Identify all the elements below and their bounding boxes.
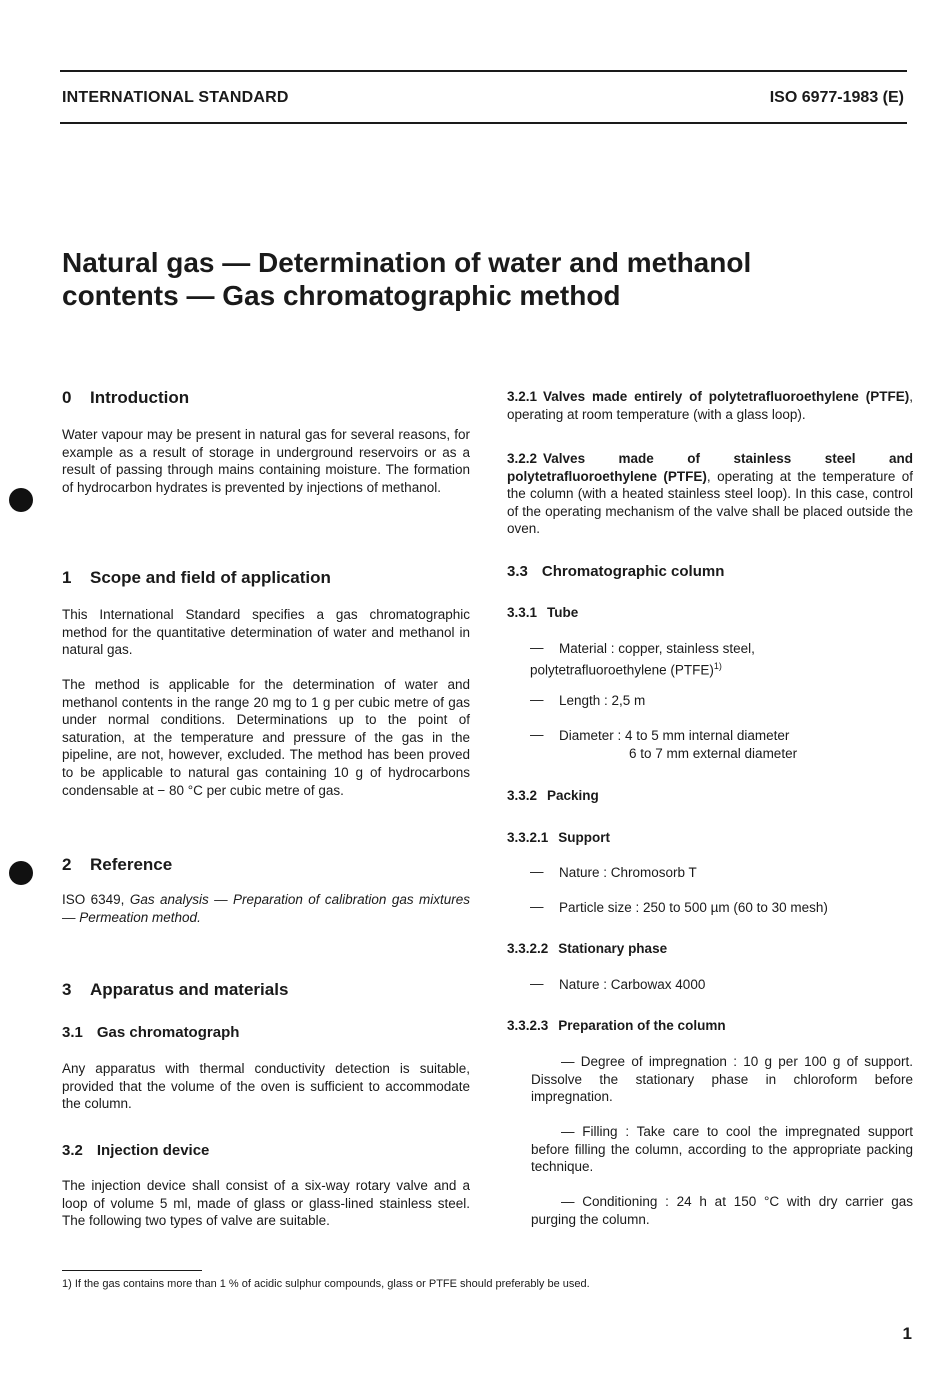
footnote: 1) If the gas contains more than 1 % of acidic sulphur compounds, glass or PTFE should preferably be used. [62,1278,590,1290]
section-3-2-2-paragraph: 3.2.2 Valves made of stainless steel and polytetrafluoroethylene (PTFE), operating at the temperature of the column (with a heated stainless steel loop). In this case, control of the operating mechanism of the valve shall be placed outside the oven. [507,451,913,537]
tube-diameter-line-2: 6 to 7 mm external diameter [629,745,798,761]
page-number: 1 [902,1324,912,1343]
reference-text: ISO 6349, Gas analysis — Preparation of calibration gas mixtures — Permeation method. [62,892,470,925]
section-2-heading: 2 Reference [62,855,173,874]
header-top-rule [60,70,907,72]
section-3-3-2-2-heading: 3.3.2.2 Stationary phase [507,941,668,956]
section-3-2-1-paragraph: 3.2.1 Valves made entirely of polytetrafluoroethylene (PTFE), operating at room temperature (with a glass loop). [507,389,913,422]
section-3-3-2-3-heading: 3.3.2.3 Preparation of the column [507,1018,726,1033]
list-dash: — [530,640,544,655]
tube-material-item [507,640,913,679]
conditioning-paragraph: — Conditioning : 24 h at 150 °C with dry carrier gas purging the column. [531,1194,913,1227]
document-title [62,246,892,312]
section-1-heading: 1 Scope and field of application [62,568,331,587]
list-dash: — [530,864,544,879]
gas-chromatograph-text: Any apparatus with thermal conductivity detection is suitable, provided that the volume of the oven is sufficient to accommodate the column. [62,1061,470,1112]
section-3-2-heading: 3.2 Injection device [62,1142,210,1159]
impregnation-paragraph: — Degree of impregnation : 10 g per 100 g of support. Dissolve the stationary phase in chloroform before impregnation. [531,1054,913,1105]
support-particle-size-text: Particle size : 250 to 500 µm (60 to 30 mesh) [559,900,828,915]
header-bottom-rule [60,122,907,124]
list-dash: — [561,1194,575,1209]
section-3-1-heading: 3.1 Gas chromatograph [62,1024,240,1041]
scope-paragraph-2: The method is applicable for the determination of water and methanol contents in the range 20 mg to 1 g per cubic metre of gas under normal conditions. Determinations up to the point of saturation, at the temperature and pressure of the gas in the pipeline, are not, however, excluded. The method has been proved to be applicable to natural gas containing 10 g of hydrocarbons condensable at − 80 °C per cubic metre of gas. [62,677,470,798]
header-document-number: ISO 6977-1983 (E) [769,89,904,106]
section-3-3-2-heading: 3.3.2 Packing [507,788,599,803]
title-line-2: contents — Gas chromatographic method [62,280,621,311]
introduction-text: Water vapour may be present in natural gas for several reasons, for example as a result of storage in underground reservoirs or as a result of passing through mains containing moisture. The formation of hydrocarbon hydrates is prevented by injections of methanol. [62,427,470,495]
footnote-rule [62,1270,202,1271]
list-dash: — [530,976,544,991]
stationary-phase-nature-text: Nature : Carbowax 4000 [559,977,706,992]
list-dash: — [530,727,544,742]
filling-paragraph: — Filling : Take care to cool the impregnated support before filling the column, according to the appropriate packing technique. [531,1124,913,1175]
tube-diameter-line-1: Diameter : 4 to 5 mm internal diameter [559,728,790,743]
section-0-heading: 0 Introduction [62,388,190,407]
list-dash: — [530,899,544,914]
header-standard-label: INTERNATIONAL STANDARD [62,89,289,106]
list-dash: — [561,1124,575,1139]
tube-material-line-2: polytetrafluoroethylene (PTFE)$^{1)}$ [530,660,722,678]
margin-dot-2 [9,861,33,885]
section-3-3-1-heading: 3.3.1 Tube [507,605,579,620]
support-nature-text: Nature : Chromosorb T [559,865,697,880]
injection-device-text: The injection device shall consist of a six-way rotary valve and a loop of volume 5 ml, made of glass or glass-lined stainless steel. The following two types of valve are suitable. [62,1178,470,1229]
section-3-3-2-1-heading: 3.3.2.1 Support [507,830,611,845]
tube-length-text: Length : 2,5 m [559,693,646,708]
title-line-1: Natural gas — Determination of water and methanol [62,247,752,278]
section-3-3-heading: 3.3 Chromatographic column [507,563,725,580]
tube-diameter-item [507,727,913,762]
scope-paragraph-1: This International Standard specifies a gas chromatographic method for the quantitative determination of water and methanol in natural gas. [62,607,470,658]
tube-material-line-1: Material : copper, stainless steel, [559,641,755,656]
list-dash: — [561,1054,575,1069]
list-dash: — [530,692,544,707]
section-3-heading: 3 Apparatus and materials [62,980,289,999]
margin-dot-1 [9,488,33,512]
